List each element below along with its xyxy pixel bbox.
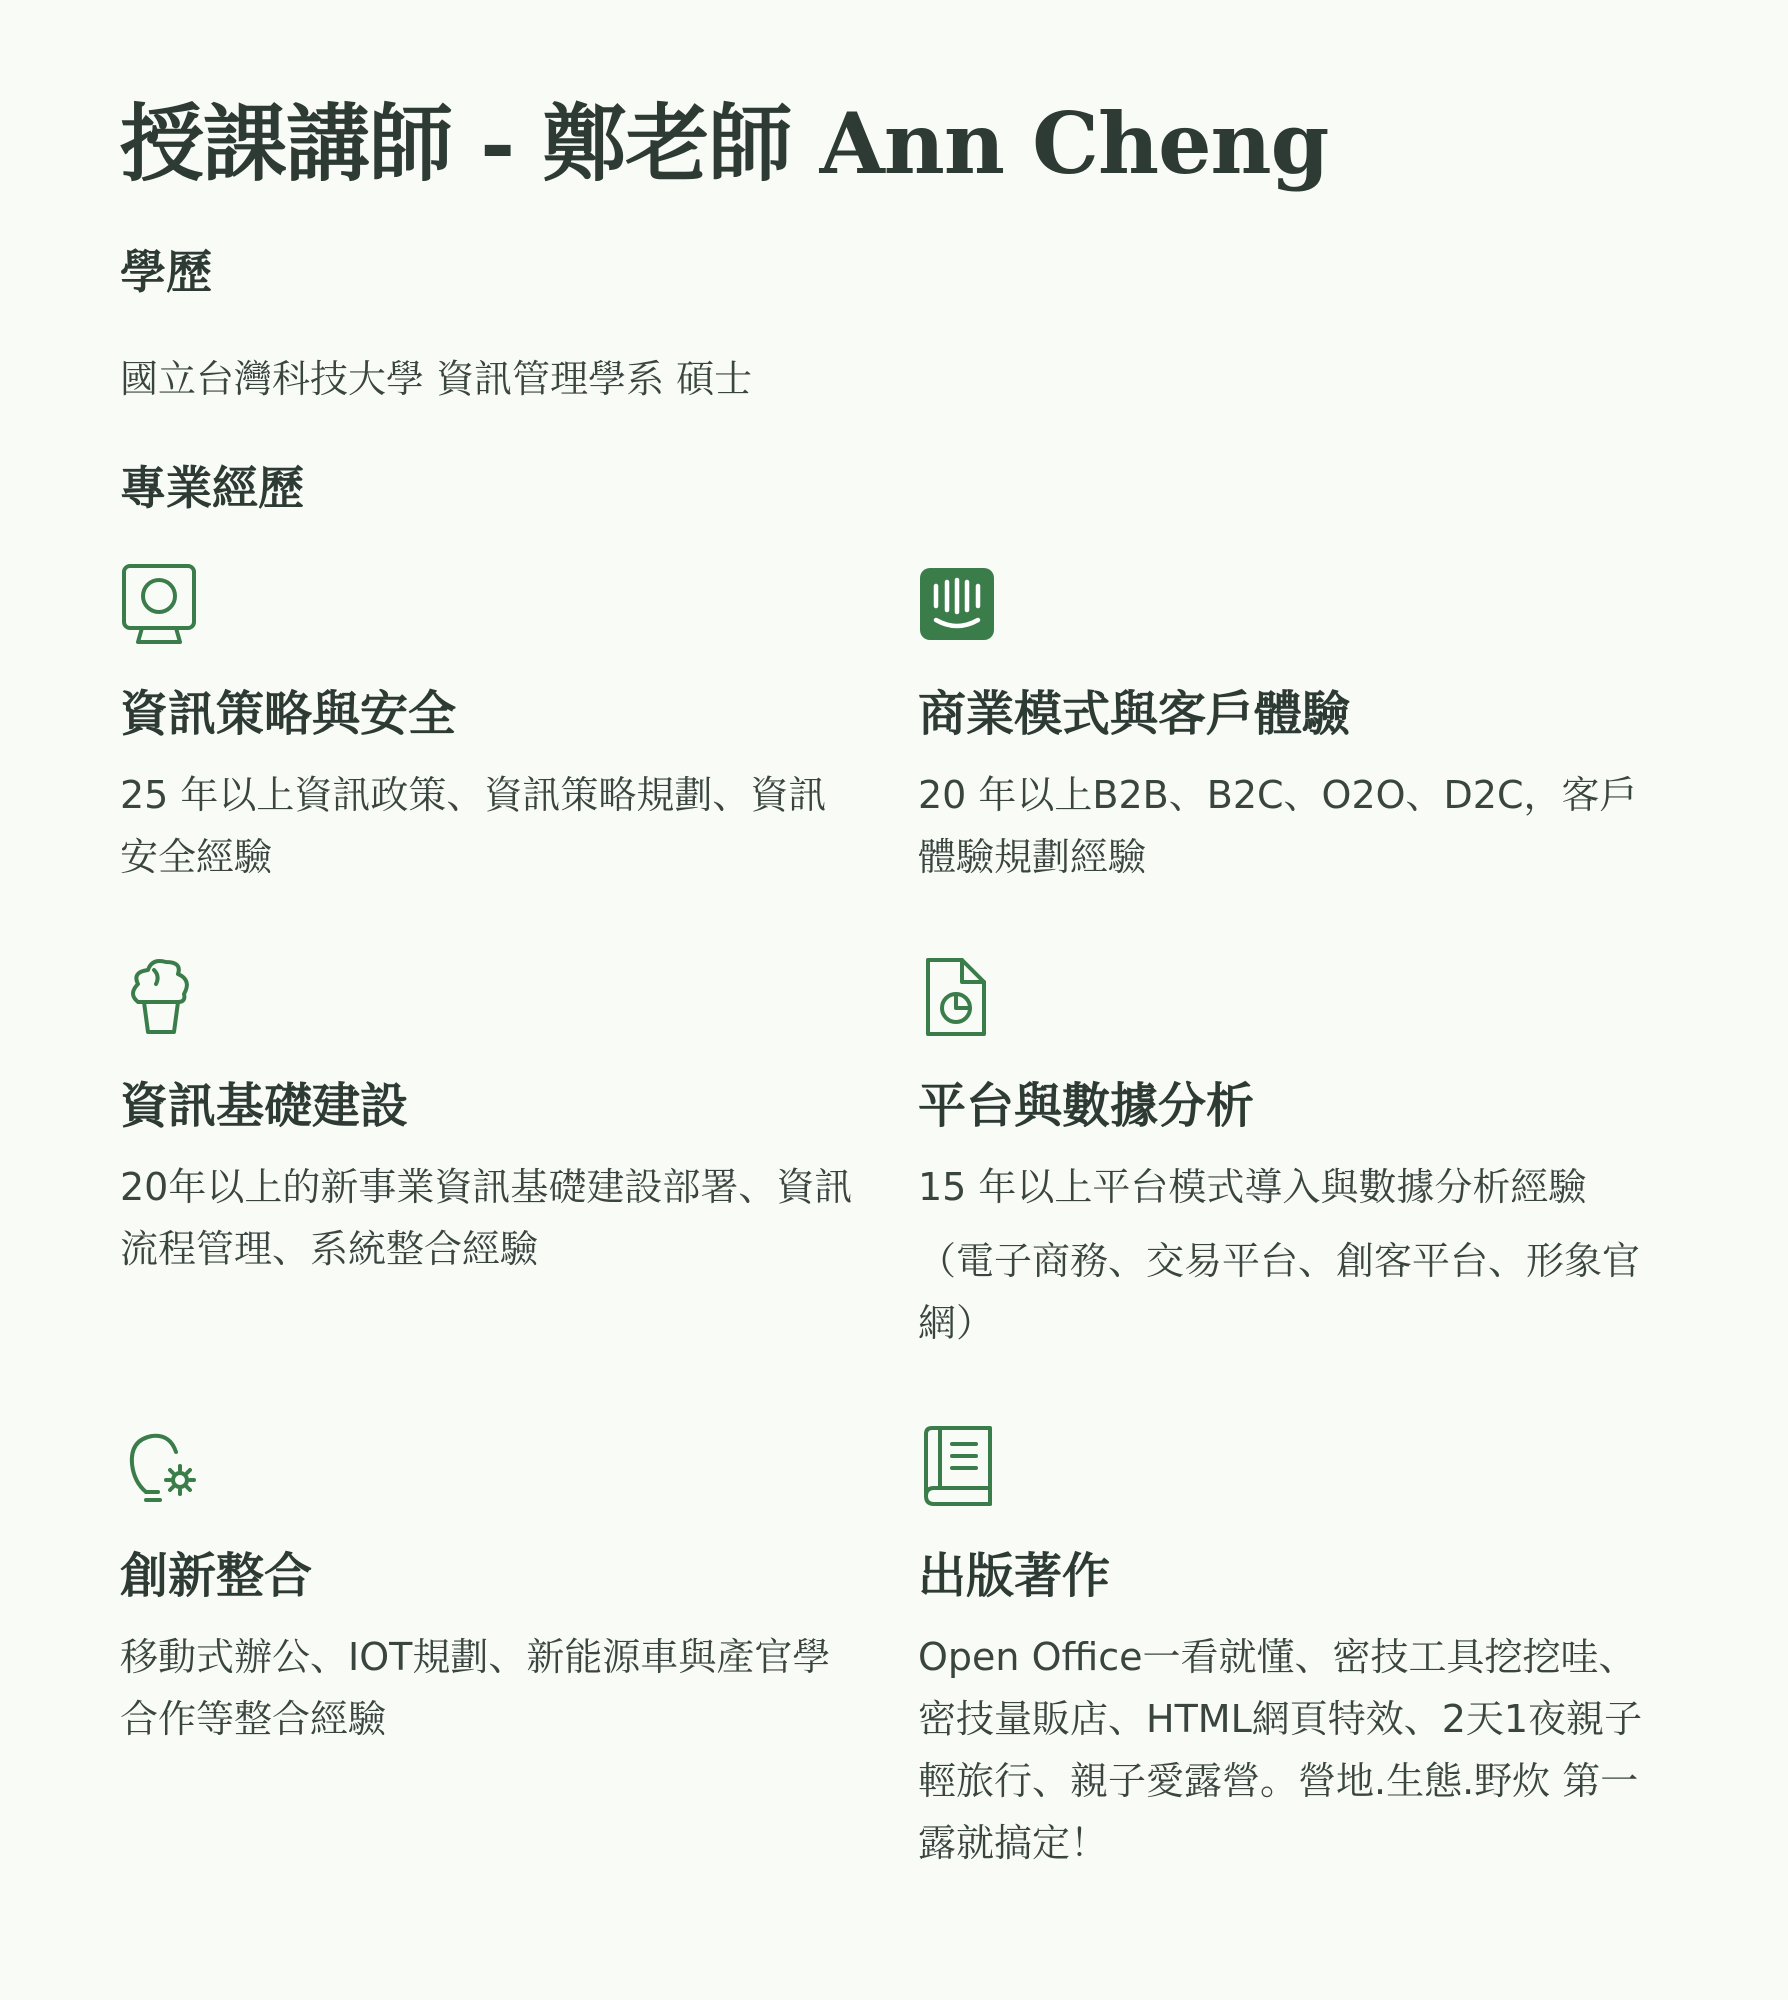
experience-card-info-strategy	[120, 562, 918, 954]
card-title: 創新整合	[120, 1548, 313, 1604]
ice-cream-icon	[120, 954, 202, 1036]
card-title: 商業模式與客戶體驗	[918, 686, 1351, 742]
card-text-secondary: （電子商務、交易平台、創客平台、形象官網）	[918, 1239, 1641, 1345]
intercom-icon	[918, 562, 1000, 644]
lightbulb-gear-icon	[120, 1424, 202, 1506]
experience-card-infrastructure	[120, 954, 918, 1424]
card-text: 15 年以上平台模式導入與數據分析經驗	[918, 1165, 1587, 1209]
experience-card-business-model	[918, 562, 1678, 954]
card-text: 20年以上的新事業資訊基礎建設部署、資訊流程管理、系統整合經驗	[120, 1165, 853, 1271]
card-text: 20 年以上B2B、B2C、O2O、D2C，客戶體驗規劃經驗	[918, 773, 1638, 879]
education-text: 國立台灣科技大學 資訊管理學系 碩士	[120, 357, 753, 401]
card-title: 出版著作	[918, 1548, 1111, 1604]
book-icon	[918, 1424, 1000, 1506]
experience-grid	[120, 562, 1668, 1884]
experience-card-innovation	[120, 1424, 918, 1884]
card-text: Open Office一看就懂、密技工具挖挖哇、密技量販店、HTML網頁特效、2天1夜親子輕旅行、親子愛露營。營地.生態.野炊 第一露就搞定！	[918, 1635, 1643, 1865]
card-text: 移動式辦公、IOT規劃、新能源車與產官學合作等整合經驗	[120, 1635, 831, 1741]
card-title: 資訊策略與安全	[120, 686, 457, 742]
page-title: 授課講師 - 鄭老師 Ann Cheng	[120, 94, 1329, 193]
card-text: 25 年以上資訊政策、資訊策略規劃、資訊安全經驗	[120, 773, 827, 879]
card-title: 平台與數據分析	[918, 1078, 1255, 1134]
education-heading: 學歷	[120, 245, 212, 299]
file-pie-chart-icon	[918, 954, 1000, 1036]
experience-card-publications	[918, 1424, 1678, 1884]
card-title: 資訊基礎建設	[120, 1078, 409, 1134]
webcam-icon	[120, 562, 202, 644]
experience-heading: 專業經歷	[120, 461, 304, 515]
experience-card-platform-data	[918, 954, 1678, 1424]
